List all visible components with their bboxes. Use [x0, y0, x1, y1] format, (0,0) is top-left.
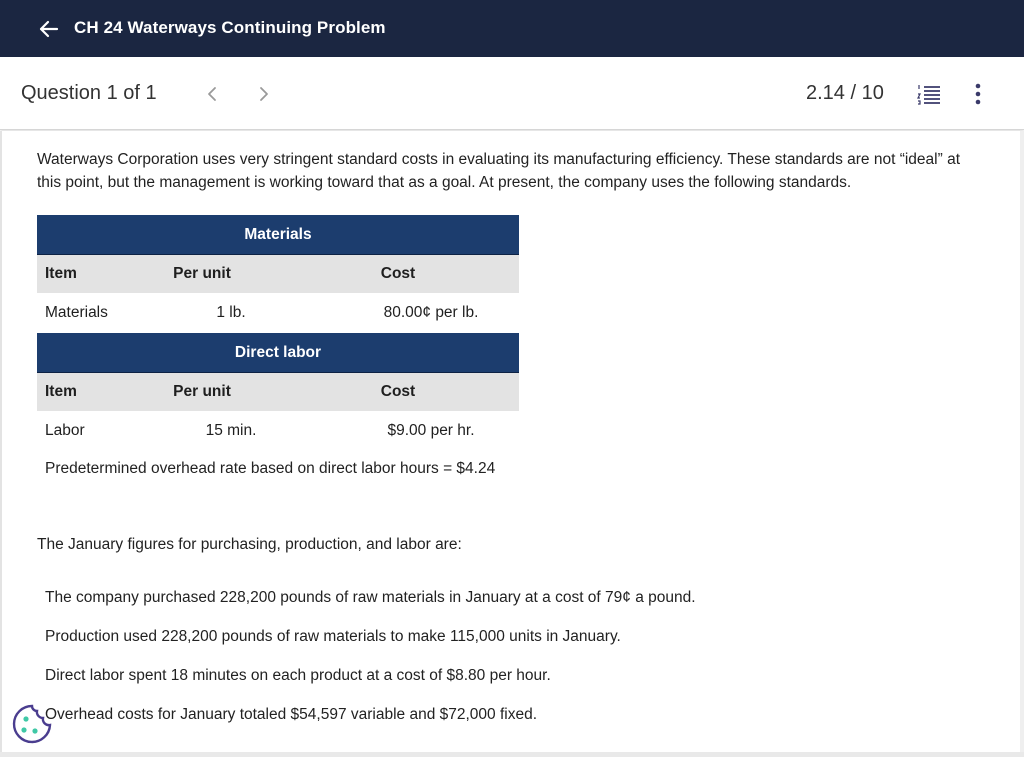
january-fact-purchases: The company purchased 228,200 pounds of raw materials in January at a cost of 79¢ a pound. — [45, 589, 696, 606]
labor-item: Labor — [45, 422, 85, 439]
previous-question-button[interactable] — [202, 82, 222, 106]
january-fact-labor: Direct labor spent 18 minutes on each product at a cost of $8.80 per hour. — [45, 667, 551, 684]
cookie-settings-button[interactable] — [11, 703, 53, 745]
column-item: Item — [45, 383, 77, 400]
assignment-title: CH 24 Waterways Continuing Problem — [74, 18, 386, 37]
january-intro: The January figures for purchasing, production, and labor are: — [37, 536, 462, 553]
card-bottom-edge — [0, 752, 1024, 757]
card-right-edge — [1020, 131, 1024, 757]
chevron-right-icon — [259, 86, 269, 102]
labor-column-header: Item Per unit Cost — [37, 373, 519, 411]
column-item: Item — [45, 265, 77, 282]
labor-row: Labor 15 min. $9.00 per hr. — [45, 422, 475, 439]
question-bar — [0, 57, 1024, 130]
arrow-left-icon — [39, 20, 59, 38]
standards-table — [37, 215, 519, 451]
score-display: 2.14 / 10 — [806, 82, 884, 104]
materials-column-header: Item Per unit Cost — [37, 255, 519, 293]
chevron-left-icon — [207, 86, 217, 102]
next-question-button[interactable] — [254, 82, 274, 106]
card-left-edge — [0, 131, 2, 757]
more-vertical-icon — [968, 81, 988, 107]
back-button[interactable] — [36, 16, 62, 42]
more-options-button[interactable] — [968, 81, 988, 107]
materials-item: Materials — [45, 304, 108, 321]
question-list-button[interactable] — [916, 82, 942, 106]
materials-row: Materials 1 lb. 80.00¢ per lb. — [45, 304, 479, 321]
cookie-icon — [11, 703, 53, 745]
top-header — [0, 0, 1024, 57]
labor-heading: Direct labor — [37, 333, 519, 373]
overhead-rate: Predetermined overhead rate based on direct labor hours = $4.24 — [45, 460, 496, 477]
numbered-list-icon — [916, 82, 942, 106]
january-fact-production: Production used 228,200 pounds of raw materials to make 115,000 units in January. — [45, 628, 621, 645]
materials-heading: Materials — [37, 215, 519, 255]
question-counter: Question 1 of 1 — [21, 82, 157, 104]
january-fact-overhead: Overhead costs for January totaled $54,597 variable and $72,000 fixed. — [45, 706, 538, 723]
problem-intro: Waterways Corporation uses very stringent standard costs in evaluating its manufacturing efficiency. These standards are not “ideal” at this point, but the management is working toward that as a goal. At present, the company uses the following standards. — [37, 151, 960, 191]
